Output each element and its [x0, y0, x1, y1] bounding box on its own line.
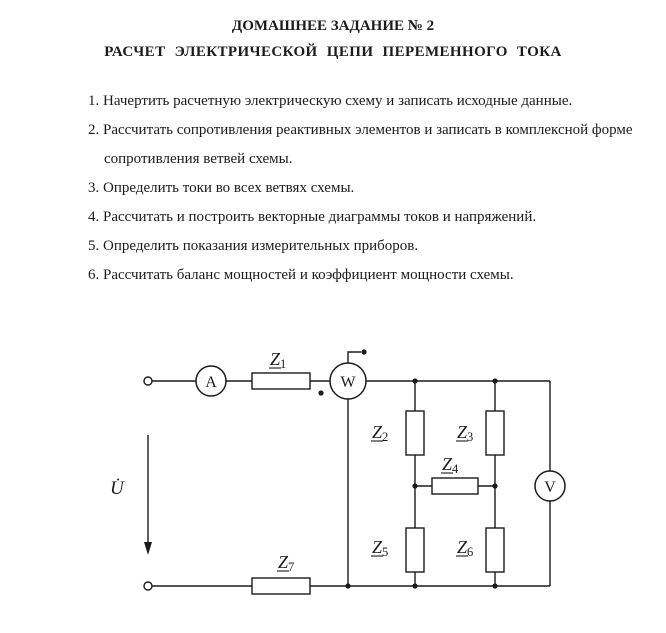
impedance-box-z6 — [486, 528, 504, 572]
impedance-box-z3 — [486, 411, 504, 455]
junction-dot — [492, 583, 497, 588]
junction-dot — [412, 483, 417, 488]
wattmeter-letter: W — [340, 374, 356, 391]
task-item-3: 3. Определить токи во всех ветвях схемы. — [88, 180, 355, 196]
junction-dot — [492, 483, 497, 488]
impedance-box-z7 — [252, 578, 310, 594]
input-terminal-top — [144, 377, 152, 385]
impedance-box-z4 — [432, 478, 478, 494]
junction-dot — [412, 378, 417, 383]
junction-dot — [412, 583, 417, 588]
document-title — [0, 0, 666, 65]
junction-dot — [492, 378, 497, 383]
label-z2: Z2 — [372, 422, 389, 444]
title-line-1: ДОМАШНЕЕ ЗАДАНИЕ № 2 — [231, 18, 435, 34]
label-z7: Z7 — [278, 552, 295, 574]
label-z5: Z5 — [372, 537, 389, 559]
impedance-box-z5 — [406, 528, 424, 572]
label-z3: Z3 — [457, 422, 474, 444]
label-z4: Z4 — [442, 454, 459, 476]
wattmeter-polarity-dot-top — [361, 349, 366, 354]
task-item-1: 1. Начертить расчетную электрическую схему и записать исходные данные. — [88, 93, 573, 109]
task-item-4: 4. Рассчитать и построить векторные диаграммы токов и напряжений. — [88, 209, 537, 225]
voltage-arrow-head — [144, 542, 152, 555]
impedance-box-z2 — [406, 411, 424, 455]
voltage-source-label: U̇ — [110, 478, 124, 499]
circuit-diagram — [0, 338, 666, 633]
task-item-6: 6. Рассчитать баланс мощностей и коэффициент мощности схемы. — [88, 267, 514, 283]
task-item-5: 5. Определить показания измерительных приборов. — [88, 238, 419, 254]
impedance-box-z1 — [252, 373, 310, 389]
task-item-2: 2. Рассчитать сопротивления реактивных элементов и записать в комплексной форме сопротивления ветвей схемы. — [88, 122, 633, 167]
label-z6: Z6 — [457, 537, 474, 559]
voltmeter-letter: V — [544, 479, 556, 496]
label-z1: Z1 — [270, 349, 287, 371]
ammeter-letter: A — [205, 374, 217, 391]
junction-dot — [345, 583, 350, 588]
title-line-2: РАСЧЕТ ЭЛЕКТРИЧЕСКОЙ ЦЕПИ ПЕРЕМЕННОГО ТОКА — [104, 44, 562, 60]
input-terminal-bottom — [144, 582, 152, 590]
wattmeter-polarity-dot-left — [318, 390, 323, 395]
task-list — [88, 87, 633, 290]
